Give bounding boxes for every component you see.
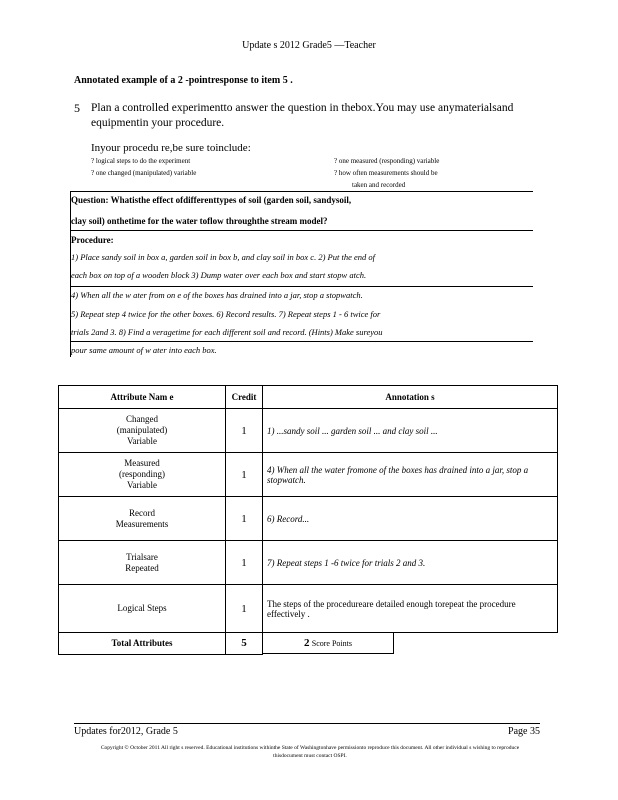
page-header: Update s 2012 Grade5 —Teacher — [242, 40, 376, 51]
copyright-notice: Copyright © October 2011 All right s reserved. Educational institutions withinthe State of Washingtonhave permissionto reproduce this document. All other individual s wishing to reproduce thisdocument must contact OSPI. — [100, 745, 520, 759]
response-question-line: Question: Whatisthe effect ofdifferenttypes of soil (garden soil, sandysoil, — [71, 195, 352, 205]
column-header: Annotation s — [263, 386, 558, 409]
table-row — [59, 453, 558, 497]
attribute-name: Record Measurements — [59, 497, 226, 541]
score-number: 2 — [304, 637, 310, 649]
student-response — [70, 191, 533, 357]
bullet-item: ? how often measurements should be — [334, 169, 438, 177]
bullet-item: taken and recorded — [352, 181, 406, 189]
procedure-label: Procedure: — [71, 235, 114, 245]
attribute-name: Logical Steps — [59, 585, 226, 633]
procedure-line: 5) Repeat step 4 twice for the other boxes. 6) Record results. 7) Repeat steps 1 - 6 twice for — [71, 309, 381, 319]
page-number: Page 35 — [508, 726, 540, 737]
table-header-row — [59, 386, 558, 409]
total-credit: 5 — [226, 633, 263, 655]
attribute-table — [58, 385, 558, 655]
total-row — [59, 633, 558, 655]
column-header: Credit — [226, 386, 263, 409]
question-number: 5 — [74, 101, 80, 115]
annotation-cell: The steps of the procedureare detailed enough torepeat the procedure effectively . — [263, 585, 558, 633]
table-row — [59, 541, 558, 585]
response-question-line: clay soil) onthetime for the water toflow throughthe stream model? — [71, 216, 328, 226]
table-row — [59, 497, 558, 541]
table-row — [59, 409, 558, 453]
column-header: Attribute Nam e — [59, 386, 226, 409]
annotation-cell: 4) When all the water fromone of the boxes has drained into a jar, stop a stopwatch. — [263, 453, 558, 497]
procedure-line: pour same amount of w ater into each box. — [71, 345, 217, 355]
attribute-name: Changed (manipulated) Variable — [59, 409, 226, 453]
include-label: Inyour procedu re,be sure toinclude: — [91, 142, 251, 154]
procedure-line: 1) Place sandy soil in box a, garden soil in box b, and clay soil in box c. 2) Put the end of — [71, 252, 375, 262]
page-title: Annotated example of a 2 -pointresponse to item 5 . — [74, 75, 293, 86]
annotation-cell: 6) Record... — [263, 497, 558, 541]
bullet-item: ? one changed (manipulated) variable — [91, 169, 197, 177]
page-footer — [74, 723, 540, 737]
procedure-line: 4) When all the w ater from on e of the boxes has drained into a jar, stop a stopwatch. — [71, 290, 363, 300]
credit-cell: 1 — [226, 453, 263, 497]
procedure-line: each box on top of a wooden block 3) Dump water over each box and start stopw atch. — [71, 270, 367, 280]
procedure-line: trials 2and 3. 8) Find a veragetime for each different soil and record. (Hints) Make sureyou — [71, 327, 383, 337]
credit-cell: 1 — [226, 585, 263, 633]
score-cell — [263, 633, 558, 655]
annotation-cell: 7) Repeat steps 1 -6 twice for trials 2 and 3. — [263, 541, 558, 585]
question-text: Plan a controlled experimentto answer the question in thebox.You may use anymaterialsand equipmentin your procedure. — [91, 102, 514, 129]
annotation-cell: 1) ...sandy soil ... garden soil ... and clay soil ... — [263, 409, 558, 453]
credit-cell: 1 — [226, 541, 263, 585]
score-label: Score Points — [311, 639, 352, 648]
bullet-item: ? one measured (responding) variable — [334, 157, 440, 165]
total-label: Total Attributes — [59, 633, 226, 655]
bullet-item: ? logical steps to do the experiment — [91, 157, 191, 165]
table-row — [59, 585, 558, 633]
attribute-name: Trialsare Repeated — [59, 541, 226, 585]
attribute-name: Measured (responding) Variable — [59, 453, 226, 497]
credit-cell: 1 — [226, 497, 263, 541]
footer-left: Updates for2012, Grade 5 — [74, 726, 178, 737]
credit-cell: 1 — [226, 409, 263, 453]
